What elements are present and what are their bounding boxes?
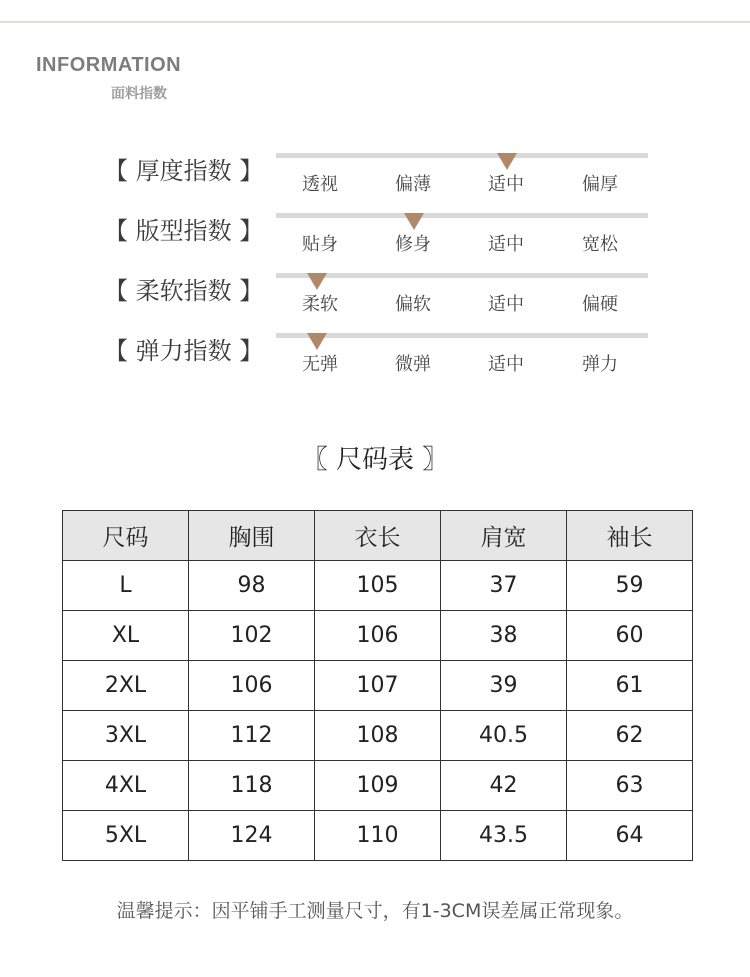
scale-option: 适中 [488,354,524,375]
table-cell: 112 [189,711,315,761]
column-header: 胸围 [189,511,315,561]
table-cell: 37 [441,561,567,611]
scale-option: 无弹 [302,354,338,375]
column-header: 尺码 [63,511,189,561]
scale-option: 柔软 [302,294,338,315]
scale-track [276,153,648,158]
table-cell: 124 [189,811,315,861]
index-label: 【 版型指数 】 [104,217,264,245]
section-title: INFORMATION [36,54,182,76]
table-row [63,561,693,611]
scale-option: 偏厚 [582,174,618,195]
table-cell: 98 [189,561,315,611]
scale-option: 偏硬 [582,294,618,315]
scale-marker-icon [307,273,327,290]
table-cell: 59 [567,561,693,611]
table-row [63,711,693,761]
table-cell: 61 [567,661,693,711]
table-cell: 102 [189,611,315,661]
table-cell: 42 [441,761,567,811]
index-label: 【 厚度指数 】 [104,157,264,185]
table-cell: XL [63,611,189,661]
table-cell: 109 [315,761,441,811]
table-cell: 63 [567,761,693,811]
scale-option: 偏软 [395,294,431,315]
table-row [63,611,693,661]
table-cell: 106 [315,611,441,661]
column-header: 衣长 [315,511,441,561]
table-cell: 108 [315,711,441,761]
table-cell: 39 [441,661,567,711]
scale-track [276,213,648,218]
table-cell: 64 [567,811,693,861]
index-row-fit [0,213,750,273]
table-cell: 5XL [63,811,189,861]
table-cell: 3XL [63,711,189,761]
scale-option: 透视 [302,174,338,195]
table-row [63,761,693,811]
top-divider [0,21,750,23]
scale-option: 偏薄 [395,174,431,195]
scale-option: 适中 [488,174,524,195]
table-cell: 40.5 [441,711,567,761]
table-row [63,811,693,861]
measurement-note: 温馨提示：因平铺手工测量尺寸，有1-3CM误差属正常现象。 [116,900,634,922]
scale-option: 适中 [488,234,524,255]
scale-track [276,333,648,338]
scale-marker-icon [497,153,517,170]
table-cell: 62 [567,711,693,761]
index-label: 【 柔软指数 】 [104,277,264,305]
scale-marker-icon [404,213,424,230]
scale-option: 贴身 [302,234,338,255]
table-cell: L [63,561,189,611]
size-chart-title: 〖 尺码表 〗 [301,445,449,475]
scale-option: 微弹 [395,354,431,375]
size-table [62,510,693,861]
table-cell: 106 [189,661,315,711]
table-cell: 43.5 [441,811,567,861]
table-row [63,661,693,711]
table-cell: 4XL [63,761,189,811]
scale-option: 适中 [488,294,524,315]
table-header-row [63,511,693,561]
index-label: 【 弹力指数 】 [104,337,264,365]
scale-marker-icon [307,333,327,350]
scale-option: 宽松 [582,234,618,255]
scale-option: 修身 [395,234,431,255]
column-header: 袖长 [567,511,693,561]
section-subtitle: 面料指数 [111,86,167,102]
table-cell: 118 [189,761,315,811]
table-cell: 60 [567,611,693,661]
table-cell: 107 [315,661,441,711]
index-row-thickness [0,153,750,213]
table-cell: 38 [441,611,567,661]
table-cell: 110 [315,811,441,861]
index-row-elasticity [0,333,750,393]
scale-option: 弹力 [582,354,618,375]
column-header: 肩宽 [441,511,567,561]
table-cell: 105 [315,561,441,611]
table-cell: 2XL [63,661,189,711]
scale-track [276,273,648,278]
index-row-softness [0,273,750,333]
